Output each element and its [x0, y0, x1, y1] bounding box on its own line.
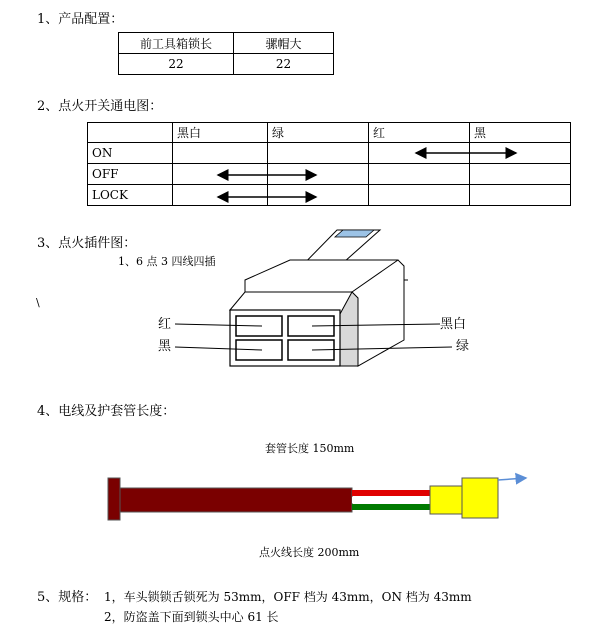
switch-header-green: 绿: [268, 123, 369, 143]
connector-large: [462, 478, 498, 518]
switch-row-lock-label: LOCK: [88, 185, 173, 206]
section1-title: 1、产品配置：: [37, 12, 124, 27]
sleeve-length-label: 套管长度 150mm: [265, 442, 355, 455]
section5-label: 5、规格：: [37, 590, 98, 605]
spec-line-1: 1，车头锁锁舌锁死为 53mm，OFF 档为 43mm，ON 档为 43mm: [104, 590, 472, 604]
config-header-2: 骡帽大: [234, 33, 334, 54]
label-red: 红: [158, 317, 172, 332]
ignition-plug-diagram: [0, 220, 604, 380]
switch-row-off-label: OFF: [88, 164, 173, 185]
label-black: 黑: [158, 339, 172, 354]
switch-header-black: 黑: [470, 123, 571, 143]
section2-title: 2、点火开关通电图：: [37, 99, 163, 114]
sleeve-tube: [120, 488, 352, 512]
wire-red: [352, 490, 430, 496]
switch-header-red: 红: [369, 123, 470, 143]
section3-subtitle: 1、6 点 3 四线四插: [118, 255, 216, 268]
config-value-2: 22: [234, 54, 334, 75]
config-header-1: 前工具箱锁长: [119, 33, 234, 54]
wire-length-label: 点火线长度 200mm: [259, 546, 360, 559]
stray-mark: \: [36, 296, 40, 309]
sleeve-end-cap: [108, 478, 120, 520]
label-green: 绿: [456, 339, 470, 354]
wire-green: [352, 504, 430, 510]
config-value-1: 22: [119, 54, 234, 75]
section4-title: 4、电线及护套管长度：: [37, 404, 176, 419]
switch-row-on-label: ON: [88, 143, 173, 164]
switch-arrows: [0, 0, 604, 220]
switch-header-black-white: 黑白: [173, 123, 268, 143]
section3-title: 3、点火插件图：: [37, 236, 137, 251]
connector-small: [430, 486, 462, 514]
output-arrow: [498, 478, 526, 480]
label-black-white: 黑白: [440, 317, 467, 332]
spec-line-2: 2，防盗盖下面到锁头中心 61 长: [104, 610, 279, 624]
wire-sleeve-diagram: [0, 470, 604, 530]
